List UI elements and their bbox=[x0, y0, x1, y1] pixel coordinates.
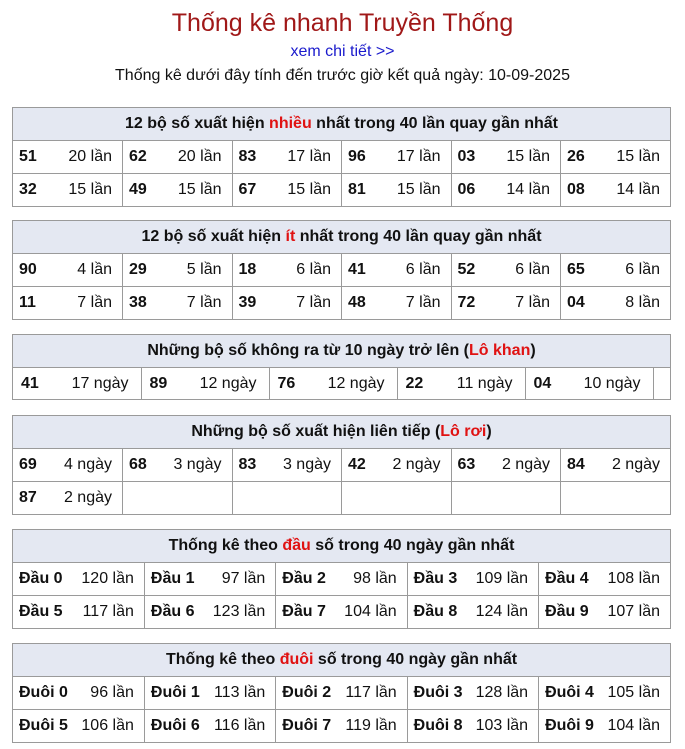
table-cell bbox=[13, 710, 144, 743]
count-value: 6 lần bbox=[405, 261, 441, 278]
number-label: 41 bbox=[348, 261, 366, 278]
view-details-link[interactable]: xem chi tiết >> bbox=[290, 43, 395, 60]
page-header bbox=[0, 0, 685, 86]
count-value: 7 lần bbox=[77, 294, 112, 311]
number-label: 49 bbox=[129, 181, 147, 198]
number-label: Đầu 9 bbox=[545, 603, 589, 620]
table-row bbox=[13, 677, 670, 710]
number-label: 11 bbox=[19, 294, 36, 311]
most-frequent-section bbox=[12, 107, 671, 207]
table-cell bbox=[13, 174, 123, 207]
table-cell bbox=[539, 596, 670, 629]
table-cell bbox=[407, 710, 538, 743]
table-cell bbox=[561, 254, 671, 287]
table-cell bbox=[451, 254, 561, 287]
count-value: 97 lần bbox=[221, 570, 266, 587]
tail-digit-section bbox=[12, 643, 671, 743]
count-value: 15 lần bbox=[68, 181, 112, 198]
count-value: 103 lần bbox=[475, 717, 529, 734]
table-cell bbox=[276, 677, 407, 710]
count-value: 14 lần bbox=[616, 181, 660, 198]
count-value: 2 ngày bbox=[392, 456, 441, 473]
count-value: 12 ngày bbox=[199, 374, 257, 392]
count-value: 96 lần bbox=[90, 684, 134, 701]
count-value: 20 lần bbox=[177, 148, 222, 165]
table-row bbox=[13, 563, 670, 596]
table-cell bbox=[342, 482, 452, 515]
number-label: 04 bbox=[567, 294, 585, 311]
count-value: 109 lần bbox=[475, 570, 529, 587]
number-label: 62 bbox=[129, 148, 147, 165]
count-value: 3 ngày bbox=[282, 456, 331, 473]
number-label: Đuôi 3 bbox=[413, 684, 463, 701]
number-label: 87 bbox=[19, 489, 37, 506]
number-label: 84 bbox=[567, 456, 585, 473]
table-cell bbox=[232, 141, 342, 174]
table-cell bbox=[144, 710, 275, 743]
section-title: Những bộ số không ra từ 10 ngày trở lên (Lô khan) bbox=[13, 335, 670, 368]
table-cell bbox=[539, 677, 670, 710]
count-value: 11 ngày bbox=[456, 374, 513, 392]
table-cell bbox=[451, 287, 561, 320]
section-title: Thống kê theo đầu số trong 40 ngày gần nhất bbox=[13, 530, 670, 563]
table-cell bbox=[232, 254, 342, 287]
section-title: Thống kê theo đuôi số trong 40 ngày gần nhất bbox=[13, 644, 670, 677]
table-cell bbox=[13, 482, 123, 515]
count-value: 6 lần bbox=[296, 261, 331, 278]
count-value: 14 lần bbox=[506, 181, 550, 198]
number-label: 29 bbox=[129, 261, 147, 278]
count-value: 20 lần bbox=[68, 148, 112, 165]
table-cell bbox=[276, 596, 407, 629]
table-cell bbox=[123, 287, 233, 320]
table-row bbox=[13, 368, 672, 399]
count-value: 15 lần bbox=[287, 181, 331, 198]
table-cell bbox=[13, 287, 123, 320]
count-value: 7 lần bbox=[186, 294, 222, 311]
number-label: 65 bbox=[567, 261, 585, 278]
table-cell bbox=[13, 368, 141, 399]
section-title: Những bộ số xuất hiện liên tiếp (Lô rơi) bbox=[13, 416, 670, 449]
count-value: 2 ngày bbox=[611, 456, 660, 473]
count-value: 6 lần bbox=[625, 261, 660, 278]
number-label: 89 bbox=[149, 374, 168, 392]
table-cell bbox=[342, 449, 452, 482]
least-frequent-section bbox=[12, 220, 671, 320]
count-value: 124 lần bbox=[475, 603, 529, 620]
count-value: 8 lần bbox=[625, 294, 660, 311]
stats-table bbox=[13, 254, 670, 319]
number-label: 52 bbox=[457, 261, 476, 278]
number-label: Đầu 8 bbox=[413, 603, 458, 620]
table-row bbox=[13, 254, 670, 287]
number-label: 06 bbox=[457, 181, 476, 198]
count-value: 119 lần bbox=[345, 717, 397, 734]
table-cell bbox=[13, 596, 144, 629]
count-value: 105 lần bbox=[607, 684, 660, 701]
number-label: 96 bbox=[348, 148, 366, 165]
number-label: Đầu 2 bbox=[282, 570, 326, 587]
count-value: 7 lần bbox=[296, 294, 331, 311]
table-cell bbox=[561, 287, 671, 320]
head-digit-section bbox=[12, 529, 671, 629]
table-cell bbox=[144, 596, 275, 629]
count-value: 3 ngày bbox=[173, 456, 222, 473]
table-cell bbox=[13, 449, 123, 482]
number-label: Đầu 6 bbox=[150, 603, 195, 620]
number-label: Đuôi 1 bbox=[150, 684, 200, 701]
stats-table bbox=[13, 368, 672, 399]
table-cell bbox=[451, 482, 561, 515]
count-value: 7 lần bbox=[405, 294, 441, 311]
table-cell bbox=[232, 482, 342, 515]
table-cell bbox=[561, 141, 671, 174]
count-value: 116 lần bbox=[213, 717, 266, 734]
table-cell bbox=[451, 449, 561, 482]
page-title: Thống kê nhanh Truyền Thống bbox=[171, 9, 514, 37]
table-cell bbox=[539, 563, 670, 596]
count-value: 106 lần bbox=[81, 717, 134, 734]
count-value: 107 lần bbox=[607, 603, 660, 620]
table-cell bbox=[451, 141, 561, 174]
count-value: 120 lần bbox=[81, 570, 134, 587]
number-label: 81 bbox=[348, 181, 366, 198]
table-row bbox=[13, 141, 670, 174]
lo-roi-section bbox=[12, 415, 671, 515]
number-label: 76 bbox=[277, 374, 296, 392]
stats-table bbox=[13, 677, 670, 742]
count-value: 123 lần bbox=[212, 603, 266, 620]
number-label: Đầu 4 bbox=[545, 570, 589, 587]
number-label: 42 bbox=[348, 456, 366, 473]
number-label: Đuôi 9 bbox=[545, 717, 594, 734]
number-label: 08 bbox=[567, 181, 585, 198]
table-row bbox=[13, 287, 670, 320]
table-cell bbox=[451, 174, 561, 207]
table-row bbox=[13, 710, 670, 743]
count-value: 15 lần bbox=[616, 148, 660, 165]
number-label: 48 bbox=[348, 294, 366, 311]
number-label: 72 bbox=[457, 294, 476, 311]
number-label: 03 bbox=[457, 148, 476, 165]
table-row bbox=[13, 174, 670, 207]
stats-table bbox=[13, 141, 670, 206]
number-label: Đuôi 8 bbox=[413, 717, 463, 734]
number-label: Đầu 1 bbox=[150, 570, 195, 587]
count-value: 17 ngày bbox=[71, 374, 129, 392]
count-value: 2 ngày bbox=[501, 456, 550, 473]
table-cell bbox=[397, 368, 525, 399]
count-value: 17 lần bbox=[287, 148, 331, 165]
section-title: 12 bộ số xuất hiện nhiều nhất trong 40 lần quay gần nhất bbox=[13, 108, 670, 141]
table-cell bbox=[13, 563, 144, 596]
count-value: 12 ngày bbox=[327, 374, 385, 392]
table-row bbox=[13, 596, 670, 629]
table-cell bbox=[407, 563, 538, 596]
count-value: 15 lần bbox=[396, 181, 441, 198]
number-label: 18 bbox=[238, 261, 257, 278]
count-value: 15 lần bbox=[177, 181, 222, 198]
table-cell bbox=[342, 174, 452, 207]
table-cell bbox=[13, 141, 123, 174]
table-cell bbox=[407, 596, 538, 629]
table-cell bbox=[141, 368, 269, 399]
stats-table bbox=[13, 449, 670, 514]
section-title: 12 bộ số xuất hiện ít nhất trong 40 lần quay gần nhất bbox=[13, 221, 670, 254]
number-label: 51 bbox=[19, 148, 37, 165]
table-cell bbox=[123, 141, 233, 174]
number-label: Đầu 3 bbox=[413, 570, 458, 587]
number-label: 90 bbox=[19, 261, 37, 278]
number-label: Đầu 5 bbox=[19, 603, 63, 620]
number-label: Đuôi 0 bbox=[19, 684, 68, 701]
count-value: 128 lần bbox=[475, 684, 529, 701]
count-value: 98 lần bbox=[353, 570, 397, 587]
table-cell bbox=[123, 174, 233, 207]
lo-khan-section bbox=[12, 334, 671, 400]
table-cell bbox=[561, 482, 671, 515]
number-label: Đuôi 7 bbox=[282, 717, 332, 734]
count-value: 2 ngày bbox=[63, 489, 112, 506]
number-label: Đuôi 5 bbox=[19, 717, 68, 734]
number-label: 41 bbox=[21, 374, 39, 392]
number-label: 63 bbox=[457, 456, 476, 473]
table-cell bbox=[561, 449, 671, 482]
table-cell bbox=[123, 449, 233, 482]
count-value: 4 ngày bbox=[63, 456, 112, 473]
table-cell bbox=[232, 174, 342, 207]
count-value: 17 lần bbox=[396, 148, 441, 165]
table-cell bbox=[525, 368, 653, 399]
count-value: 113 lần bbox=[213, 684, 266, 701]
table-cell bbox=[276, 710, 407, 743]
number-label: 67 bbox=[238, 181, 257, 198]
number-label: 83 bbox=[238, 148, 257, 165]
number-label: 26 bbox=[567, 148, 585, 165]
table-cell bbox=[561, 174, 671, 207]
count-value: 104 lần bbox=[344, 603, 397, 620]
number-label: Đuôi 2 bbox=[282, 684, 332, 701]
number-label: 04 bbox=[533, 374, 552, 392]
count-value: 6 lần bbox=[515, 261, 550, 278]
table-cell bbox=[232, 287, 342, 320]
count-value: 7 lần bbox=[515, 294, 550, 311]
number-label: 32 bbox=[19, 181, 37, 198]
table-row bbox=[13, 482, 670, 515]
number-label: Đầu 0 bbox=[19, 570, 63, 587]
table-cell bbox=[123, 254, 233, 287]
count-value: 10 ngày bbox=[583, 374, 641, 392]
count-value: 117 lần bbox=[345, 684, 397, 701]
table-cell bbox=[144, 563, 275, 596]
table-cell bbox=[276, 563, 407, 596]
date-note: Thống kê dưới đây tính đến trước giờ kết quả ngày: 10-09-2025 bbox=[115, 67, 570, 84]
table-cell bbox=[653, 368, 672, 399]
table-cell bbox=[269, 368, 397, 399]
table-cell bbox=[539, 710, 670, 743]
stats-table bbox=[13, 563, 670, 628]
number-label: 22 bbox=[405, 374, 424, 392]
table-row bbox=[13, 449, 670, 482]
count-value: 4 lần bbox=[77, 261, 112, 278]
table-cell bbox=[13, 254, 123, 287]
count-value: 108 lần bbox=[607, 570, 660, 587]
number-label: Đuôi 4 bbox=[545, 684, 594, 701]
table-cell bbox=[13, 677, 144, 710]
table-cell bbox=[342, 254, 452, 287]
number-label: Đầu 7 bbox=[282, 603, 326, 620]
table-cell bbox=[342, 141, 452, 174]
count-value: 104 lần bbox=[607, 717, 660, 734]
number-label: Đuôi 6 bbox=[150, 717, 200, 734]
table-cell bbox=[407, 677, 538, 710]
number-label: 69 bbox=[19, 456, 37, 473]
count-value: 5 lần bbox=[186, 261, 222, 278]
number-label: 39 bbox=[238, 294, 257, 311]
number-label: 38 bbox=[129, 294, 147, 311]
table-cell bbox=[232, 449, 342, 482]
table-cell bbox=[123, 482, 233, 515]
number-label: 68 bbox=[129, 456, 147, 473]
table-cell bbox=[342, 287, 452, 320]
table-cell bbox=[144, 677, 275, 710]
count-value: 117 lần bbox=[82, 603, 134, 620]
number-label: 83 bbox=[238, 456, 257, 473]
count-value: 15 lần bbox=[506, 148, 550, 165]
